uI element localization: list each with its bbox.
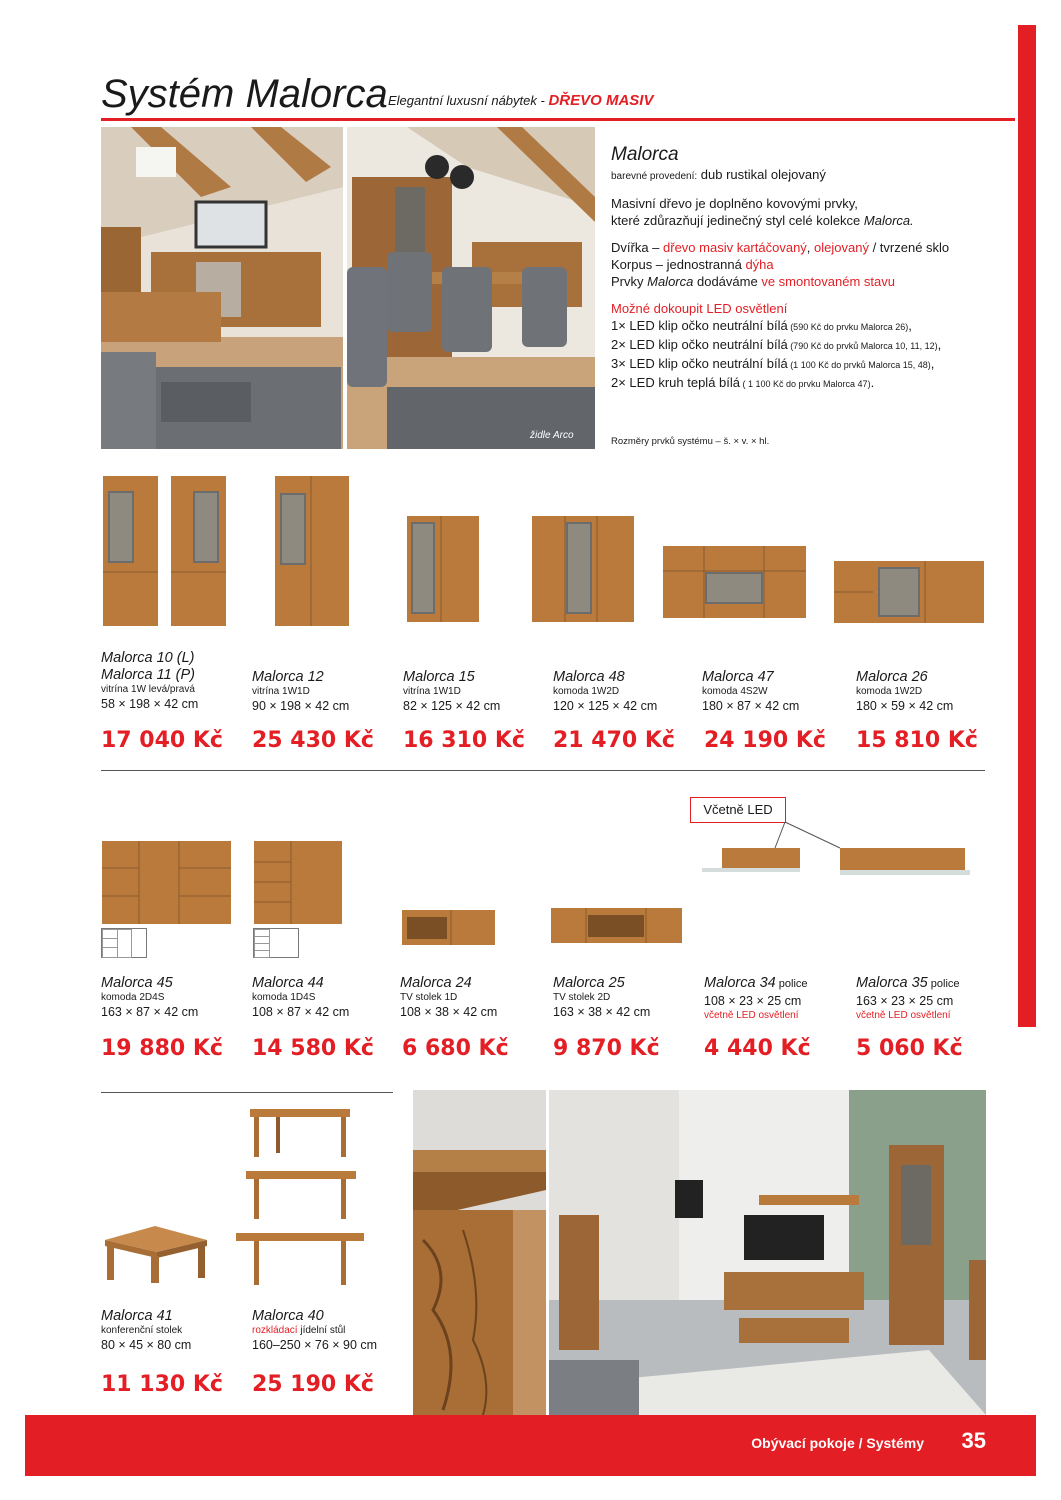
item-name: Malorca 15 <box>403 669 475 685</box>
item-malorca-34 <box>704 975 854 1022</box>
item-name: Malorca 10 (L) <box>101 650 195 666</box>
dvirka-comma: , <box>806 240 815 255</box>
subtitle-text: Elegantní luxusní nábytek - <box>388 93 549 108</box>
led-line-2-main: 2× LED klip očko neutrální bílá <box>611 337 788 352</box>
led-line-2 <box>611 336 1015 355</box>
item-dims: 58 × 198 × 42 cm <box>101 697 199 711</box>
led-line-4 <box>611 374 1015 393</box>
item-sub: komoda 2D4S <box>101 992 165 1003</box>
item-name: Malorca 45 <box>101 975 173 991</box>
subtitle-red: DŘEVO MASIV <box>548 92 654 109</box>
photo-caption: židle Arco <box>530 430 574 441</box>
footer-bar <box>25 1415 1036 1476</box>
dvirka-red2: olejovaný <box>814 240 869 255</box>
item-malorca-10-11 <box>101 650 251 712</box>
item-dims: 108 × 87 × 42 cm <box>252 1005 350 1019</box>
price-malorca-41: 11 130 Kč <box>101 1372 223 1397</box>
led-line-4-main: 2× LED kruh teplá bílá <box>611 375 740 390</box>
item-dims: 180 × 59 × 42 cm <box>856 699 954 713</box>
price-malorca-15: 16 310 Kč <box>403 728 525 753</box>
korpus-red: dýha <box>745 257 774 272</box>
finish-value: dub rustikal olejovaný <box>700 167 826 182</box>
footer-section: Obývací pokoje / Systémy <box>751 1435 924 1451</box>
led-line-2-note: (790 Kč do prvků Malorca 10, 11, 12) <box>787 341 938 351</box>
item-dims: 90 × 198 × 42 cm <box>252 699 350 713</box>
legend-malorca-44 <box>253 928 299 958</box>
item-name: Malorca 24 <box>400 975 472 991</box>
item-led: včetně LED osvětlení <box>704 1010 799 1021</box>
item-name: Malorca 41 <box>101 1308 173 1324</box>
item-name: Malorca 48 <box>553 669 625 685</box>
prvky-red: ve smontovaném stavu <box>761 274 895 289</box>
item-name: Malorca 35 <box>856 975 928 991</box>
item-malorca-24 <box>400 975 550 1020</box>
item-malorca-26 <box>856 669 1006 714</box>
price-malorca-34: 4 440 Kč <box>704 1036 811 1061</box>
item-led: včetně LED osvětlení <box>856 1010 951 1021</box>
item-sub: TV stolek 1D <box>400 992 458 1003</box>
dims-note: Rozměry prvků systému – š. × v. × hl. <box>611 436 770 447</box>
malorca-25-image <box>550 905 683 945</box>
item-malorca-35 <box>856 975 1006 1022</box>
malorca-41-image <box>101 1222 209 1284</box>
item-malorca-12 <box>252 669 402 714</box>
item-malorca-41 <box>101 1308 251 1353</box>
prvky-italic: Malorca <box>647 274 694 289</box>
wood-detail-photo <box>413 1090 546 1415</box>
led-line-4-note: ( 1 100 Kč do prvku Malorca 47) <box>740 379 871 389</box>
item-malorca-25 <box>553 975 703 1020</box>
page-title: Systém Malorca <box>101 72 388 116</box>
led-line-2-end: , <box>937 337 942 352</box>
item-malorca-40 <box>252 1308 402 1353</box>
led-line-1 <box>611 317 1015 336</box>
led-line-1-end: , <box>908 318 912 333</box>
item-dims: 180 × 87 × 42 cm <box>702 699 800 713</box>
dvirka-red1: dřevo masiv kartáčovaný <box>663 240 807 255</box>
desc-2-italic: Malorca. <box>863 213 914 228</box>
desc-2-text: které zdůrazňují jedinečný styl celé kolekce <box>611 213 864 228</box>
malorca-44-image <box>253 838 343 926</box>
item-sub: konferenční stolek <box>101 1325 183 1336</box>
desc-line-2 <box>611 212 1015 229</box>
item-sub-line <box>252 1325 402 1337</box>
item-dims: 120 × 125 × 42 cm <box>553 699 658 713</box>
item-sub: vitrína 1W1D <box>252 686 310 697</box>
malorca-12-image <box>273 472 351 628</box>
korpus-line <box>611 256 1015 273</box>
price-malorca-45: 19 880 Kč <box>101 1036 223 1061</box>
item-sub: komoda 1D4S <box>252 992 316 1003</box>
item-malorca-15 <box>403 669 553 714</box>
price-malorca-26: 15 810 Kč <box>856 728 978 753</box>
item-sub: jídelní stůl <box>297 1325 346 1336</box>
price-malorca-24: 6 680 Kč <box>402 1036 509 1061</box>
item-dims: 163 × 87 × 42 cm <box>101 1005 199 1019</box>
item-sub: komoda 1W2D <box>553 686 620 697</box>
malorca-10-11-image <box>101 472 226 628</box>
price-malorca-35: 5 060 Kč <box>856 1036 963 1061</box>
row-divider-2 <box>101 1092 393 1093</box>
item-sub: komoda 4S2W <box>702 686 768 697</box>
price-malorca-12: 25 430 Kč <box>252 728 374 753</box>
item-sub-red: rozkládací <box>252 1325 298 1336</box>
finish-label: barevné provedení: <box>611 171 698 182</box>
price-malorca-25: 9 870 Kč <box>553 1036 660 1061</box>
item-name: Malorca 47 <box>702 669 774 685</box>
row-divider <box>101 770 985 771</box>
item-sub: komoda 1W2D <box>856 686 923 697</box>
dvirka-rest: / tvrzené sklo <box>868 240 950 255</box>
price-malorca-10-11: 17 040 Kč <box>101 728 223 753</box>
item-malorca-45 <box>101 975 251 1020</box>
item-dims: 160–250 × 76 × 90 cm <box>252 1338 378 1352</box>
page-subtitle <box>388 92 653 109</box>
item-name: Malorca 40 <box>252 1308 324 1324</box>
item-sub: TV stolek 2D <box>553 992 611 1003</box>
malorca-26-image <box>833 558 985 624</box>
item-name-line <box>704 975 854 993</box>
item-police: police <box>927 978 960 990</box>
korpus-label: Korpus – jednostranná <box>611 257 746 272</box>
malorca-47-image <box>662 543 807 619</box>
malorca-15-image <box>406 513 480 624</box>
led-line-3-end: , <box>930 356 935 371</box>
malorca-40-image <box>236 1105 364 1305</box>
info-block <box>611 146 1015 450</box>
malorca-48-image <box>531 513 635 624</box>
vcetne-led-box: Včetně LED <box>690 797 786 823</box>
finish-line <box>611 166 1015 185</box>
prvky-2: dodáváme <box>693 274 762 289</box>
title-rule <box>101 118 1015 121</box>
item-dims: 82 × 125 × 42 cm <box>403 699 501 713</box>
item-name: Malorca 25 <box>553 975 625 991</box>
led-line-1-main: 1× LED klip očko neutrální bílá <box>611 318 788 333</box>
malorca-24-image <box>401 907 496 947</box>
dining-room-photo <box>347 127 595 449</box>
item-sub: vitrína 1W levá/pravá <box>101 684 195 695</box>
item-malorca-47 <box>702 669 852 714</box>
led-line-3 <box>611 355 1015 374</box>
item-name: Malorca 26 <box>856 669 928 685</box>
item-name: Malorca 44 <box>252 975 324 991</box>
prvky-line <box>611 273 1015 290</box>
item-dims: 108 × 23 × 25 cm <box>704 994 802 1008</box>
item-dims: 163 × 38 × 42 cm <box>553 1005 651 1019</box>
led-line-3-note: (1 100 Kč do prvků Malorca 15, 48) <box>787 360 931 370</box>
malorca-45-image <box>101 838 232 926</box>
led-line-3-main: 3× LED klip očko neutrální bílá <box>611 356 788 371</box>
led-title: Možné dokoupit LED osvětlení <box>611 301 788 316</box>
item-dims: 108 × 38 × 42 cm <box>400 1005 498 1019</box>
item-sub: vitrína 1W1D <box>403 686 461 697</box>
led-line-1-note: (590 Kč do prvku Malorca 26) <box>787 322 909 332</box>
item-dims: 80 × 45 × 80 cm <box>101 1338 192 1352</box>
item-police: police <box>775 978 808 990</box>
price-malorca-47: 24 190 Kč <box>704 728 826 753</box>
item-dims: 163 × 23 × 25 cm <box>856 994 954 1008</box>
price-malorca-44: 14 580 Kč <box>252 1036 374 1061</box>
item-name: Malorca 12 <box>252 669 324 685</box>
dvirka-line <box>611 239 1015 256</box>
item-name-line <box>856 975 1006 993</box>
legend-malorca-45 <box>101 928 147 958</box>
item-malorca-44 <box>252 975 402 1020</box>
item-malorca-48 <box>553 669 703 714</box>
side-red-bar <box>1018 25 1036 1027</box>
room-photo <box>549 1090 986 1415</box>
prvky-1: Prvky <box>611 274 648 289</box>
info-name: Malorca <box>611 144 679 165</box>
page-number: 35 <box>961 1428 986 1453</box>
led-line-4-end: . <box>870 375 875 390</box>
dvirka-label: Dvířka – <box>611 240 664 255</box>
living-room-photo <box>101 127 343 449</box>
desc-line-1: Masivní dřevo je doplněno kovovými prvky, <box>611 196 858 211</box>
shelves-image <box>700 820 975 882</box>
price-malorca-40: 25 190 Kč <box>252 1372 374 1397</box>
price-malorca-48: 21 470 Kč <box>553 728 675 753</box>
item-name: Malorca 34 <box>704 975 776 991</box>
item-name-2: Malorca 11 (P) <box>101 667 196 683</box>
